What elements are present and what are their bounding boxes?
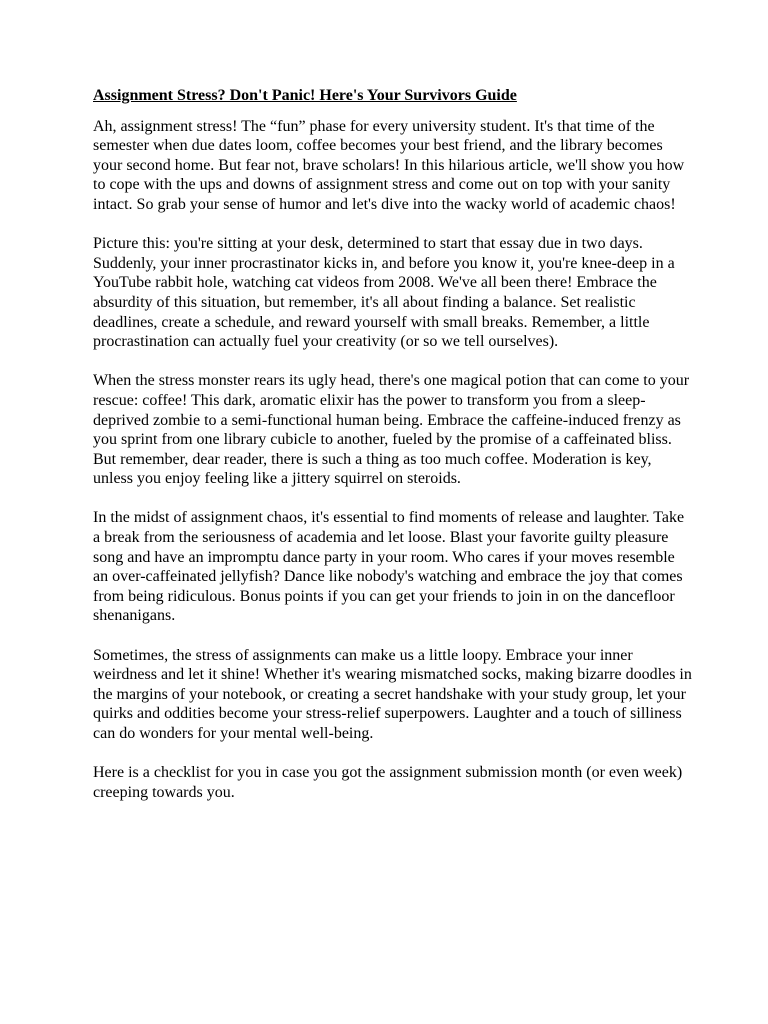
paragraph-laughter: In the midst of assignment chaos, it's essential to find moments of release and laughter. Take a break from the seriousness of academia and let loose. Blast your favorite guilty pleasure song and have an impromptu dance party in your room. Who cares if your moves resemble an over-caffeinated jellyfish? Dance like nobody's watching and embrace the joy that comes from being ridiculous. Bonus points if you can get your friends to join in on the dancefloor shenanigans. — [93, 509, 685, 625]
paragraph-coffee: When the stress monster rears its ugly head, there's one magical potion that can come to your rescue: coffee! This dark, aromatic elixir has the power to transform you from a sleep-deprived zombie to a semi-functional human being. Embrace the caffeine-induced frenzy as you sprint from one library cubicle to another, fueled by the promise of a caffeinated bliss. But remember, dear reader, there is such a thing as too much coffee. Moderation is key, unless you enjoy feeling like a jittery squirrel on steroids. — [93, 372, 690, 488]
paragraph-weirdness: Sometimes, the stress of assignments can make us a little loopy. Embrace your inner weirdness and let it shine! Whether it's wearing mismatched socks, making bizarre doodles in the margins of your notebook, or creating a secret handshake with your study group, let your quirks and oddities become your stress-relief superpowers. Laughter and a touch of silliness can do wonders for your mental well-being. — [93, 646, 692, 742]
paragraph-checklist-intro: Here is a checklist for you in case you got the assignment submission month (or even week) creeping towards you. — [93, 764, 683, 801]
paragraph-intro: Ah, assignment stress! The “fun” phase for every university student. It's that time of the semester when due dates loom, coffee becomes your best friend, and the library becomes your second home. But fear not, brave scholars! In this hilarious article, we'll show you how to cope with the ups and downs of assignment stress and come out on top with your sanity intact. So grab your sense of humor and let's dive into the wacky world of academic chaos! — [93, 117, 685, 213]
document-page — [93, 86, 693, 822]
paragraph-procrastination: Picture this: you're sitting at your desk, determined to start that essay due in two days. Suddenly, your inner procrastinator kicks in, and before you know it, you're knee-deep in a YouTube rabbit hole, watching cat videos from 2008. We've all been there! Embrace the absurdity of this situation, but remember, it's all about finding a balance. Set realistic deadlines, create a schedule, and reward yourself with small breaks. Remember, a little procrastination can actually fuel your creativity (or so we tell ourselves). — [93, 235, 675, 351]
document-title: Assignment Stress? Don't Panic! Here's Your Survivors Guide — [93, 87, 517, 104]
